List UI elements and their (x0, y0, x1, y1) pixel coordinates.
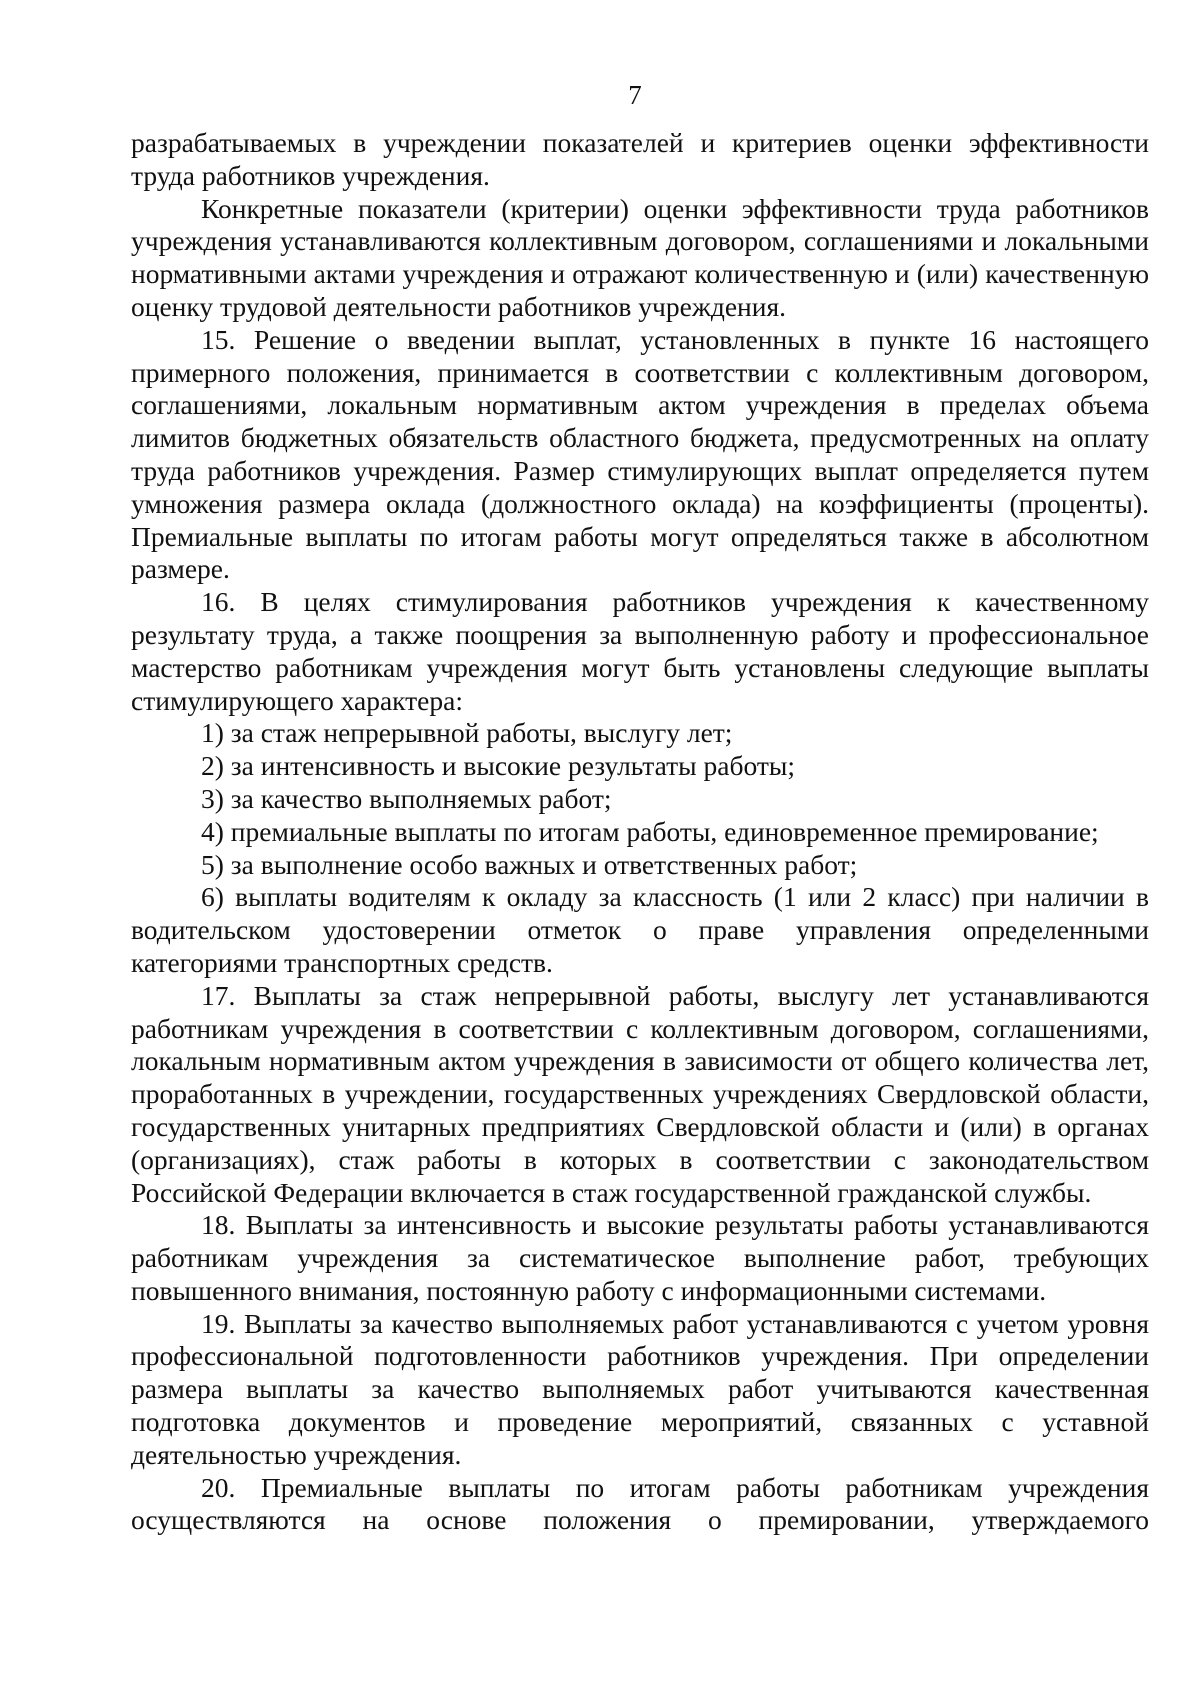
list-item-6: 6) выплаты водителям к окладу за классность (1 или 2 класс) при наличии в водительском удостоверении отметок о праве управления определенными категориями транспортных средств. (131, 881, 1149, 978)
paragraph-15: 15. Решение о введении выплат, установленных в пункте 16 настоящего примерного положения, принимается в соответствии с коллективным договором, соглашениями, локальным нормативным актом учреждения в пределах объема лимитов бюджетных обязательств областного бюджета, предусмотренных на оплату труда работников учреждения. Размер стимулирующих выплат определяется путем умножения размера оклада (должностного оклада) на коэффициенты (проценты). Премиальные выплаты по итогам работы могут определяться также в абсолютном размере. (131, 323, 1149, 585)
paragraph-continuation: разрабатываемых в учреждении показателей и критериев оценки эффективности труда работников учреждения. (131, 127, 1149, 191)
list-item-5: 5) за выполнение особо важных и ответственных работ; (201, 848, 858, 880)
document-body (131, 127, 1149, 1537)
paragraph-20: 20. Премиальные выплаты по итогам работы работникам учреждения осуществляются на основе положения о премировании, утверждаемого (131, 1471, 1149, 1536)
list-item-4: 4) премиальные выплаты по итогам работы, единовременное премирование; (201, 815, 1099, 847)
page-number: 7 (628, 80, 642, 110)
paragraph-18: 18. Выплаты за интенсивность и высокие результаты работы устанавливаются работникам учреждения за систематическое выполнение работ, требующих повышенного внимания, постоянную работу с информационными системами. (131, 1209, 1149, 1306)
paragraph-19: 19. Выплаты за качество выполняемых работ устанавливаются с учетом уровня профессиональной подготовленности работников учреждения. При определении размера выплаты за качество выполняемых работ учитываются качественная подготовка документов и проведение мероприятий, связанных с уставной деятельностью учреждения. (131, 1307, 1149, 1470)
paragraph-criteria: Конкретные показатели (критерии) оценки эффективности труда работников учреждения устанавливаются коллективным договором, соглашениями и локальными нормативными актами учреждения и отражают количественную и (или) качественную оценку трудовой деятельности работников учреждения. (131, 192, 1149, 322)
list-item-3: 3) за качество выполняемых работ; (201, 782, 612, 814)
paragraph-16: 16. В целях стимулирования работников учреждения к качественному результату труда, а также поощрения за выполненную работу и профессиональное мастерство работникам учреждения могут быть установлены следующие выплаты стимулирующего характера: (131, 586, 1149, 716)
list-item-2: 2) за интенсивность и высокие результаты работы; (201, 750, 795, 782)
list-item-1: 1) за стаж непрерывной работы, выслугу лет; (201, 717, 733, 749)
paragraph-17: 17. Выплаты за стаж непрерывной работы, выслугу лет устанавливаются работникам учреждения в соответствии с коллективным договором, соглашениями, локальным нормативным актом учреждения в зависимости от общего количества лет, проработанных в учреждении, государственных учреждениях Свердловской области, государственных унитарных предприятиях Свердловской области и (или) в органах (организациях), стаж работы в которых в соответствии с законодательством Российской Федерации включается в стаж государственной гражданской службы. (131, 979, 1149, 1208)
